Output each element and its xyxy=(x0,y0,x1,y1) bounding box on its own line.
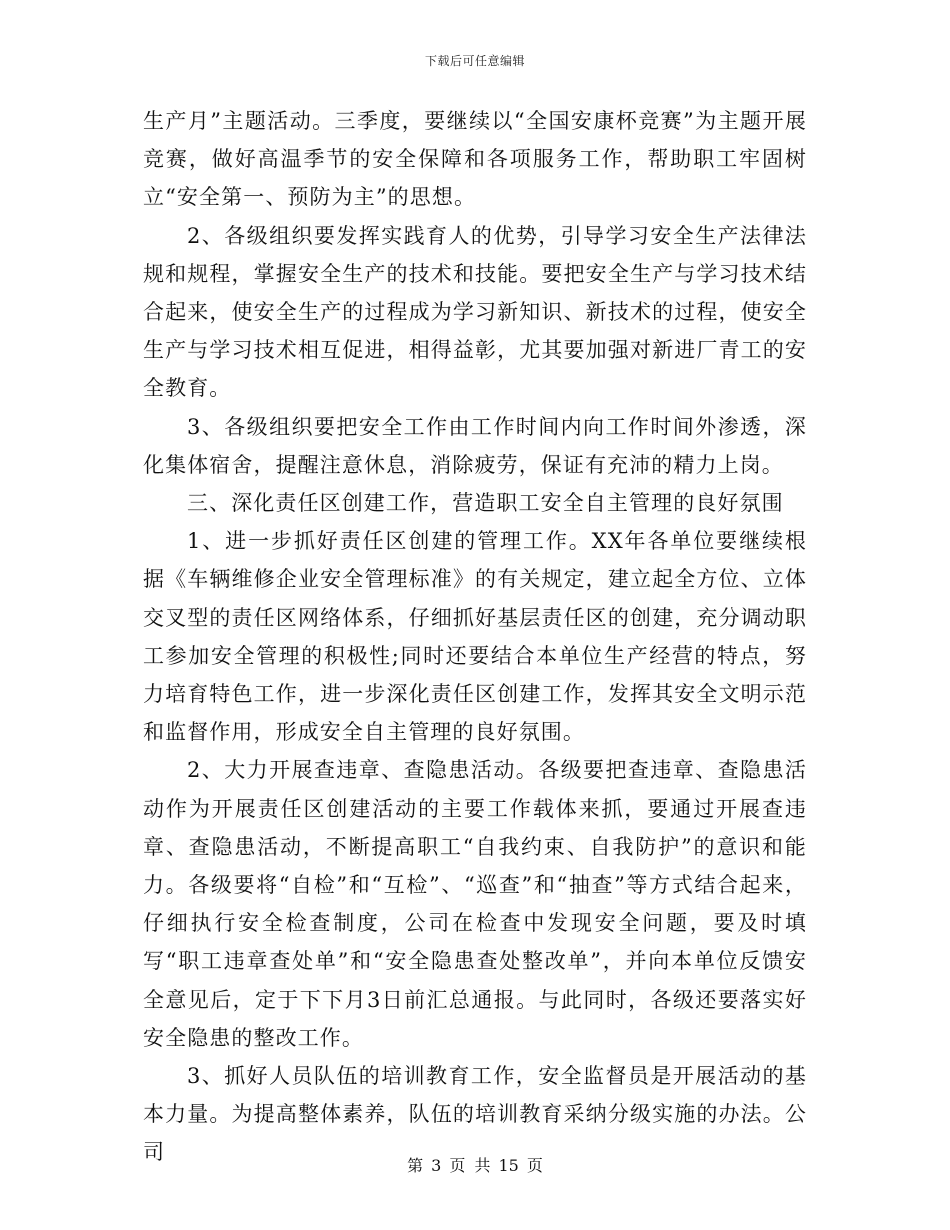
footer-middle: 页 共 xyxy=(449,1156,491,1175)
paragraph: 1、进一步抓好责任区创建的管理工作。XX年各单位要继续根据《车辆维修企业安全管理标准》的有关规定，建立起全方位、立体交叉型的责任区网络体系，仔细抓好基层责任区的创建，充分调动职工参加安全管理的积极性;同时还要结合本单位生产经营的特点，努力培育特色工作，进一步深化责任区创建工作，发挥其安全文明示范和监督作用，形成安全自主管理的良好氛围。 xyxy=(143,529,807,745)
section-heading: 三、深化责任区创建工作，营造职工安全自主管理的良好氛围 xyxy=(187,491,784,516)
footer-suffix: 页 xyxy=(526,1156,543,1175)
footer-prefix: 第 xyxy=(407,1156,424,1175)
paragraph: 生产月”主题活动。三季度，要继续以“全国安康杯竞赛”为主题开展竞赛，做好高温季节的安全保障和各项服务工作，帮助职工牢固树立“安全第一、预防为主”的思想。 xyxy=(143,109,807,210)
footer-total-pages: 15 xyxy=(498,1156,519,1175)
footer-page-number: 3 xyxy=(431,1156,442,1175)
paragraph: 3、抓好人员队伍的培训教育工作，安全监督员是开展活动的基本力量。为提高整体素养，队伍的培训教育采纳分级实施的办法。公司 xyxy=(143,1064,807,1165)
paragraph: 3、各级组织要把安全工作由工作时间内向工作时间外渗透，深化集体宿舍，提醒注意休息，消除疲劳，保证有充沛的精力上岗。 xyxy=(143,414,807,477)
page-header: 下载后可任意编辑 xyxy=(424,54,525,68)
paragraph: 2、各级组织要发挥实践育人的优势，引导学习安全生产法律法规和规程，掌握安全生产的技术和技能。要把安全生产与学习技术结合起来，使安全生产的过程成为学习新知识、新技术的过程，使安全生产与学习技术相互促进，相得益彰，尤其要加强对新进厂青工的安全教育。 xyxy=(143,223,807,401)
page-footer xyxy=(0,1153,950,1176)
document-body xyxy=(143,102,807,1172)
paragraph: 2、大力开展查违章、查隐患活动。各级要把查违章、查隐患活动作为开展责任区创建活动的主要工作载体来抓，要通过开展查违章、查隐患活动，不断提高职工“自我约束、自我防护”的意识和能力。各级要将“自检”和“互检”、“巡查”和“抽查”等方式结合起来，仔细执行安全检查制度，公司在检查中发现安全问题，要及时填写“职工违章查处单”和“安全隐患查处整改单”，并向本单位反馈安全意见后，定于下下月3日前汇总通报。与此同时，各级还要落实好安全隐患的整改工作。 xyxy=(143,758,807,1050)
